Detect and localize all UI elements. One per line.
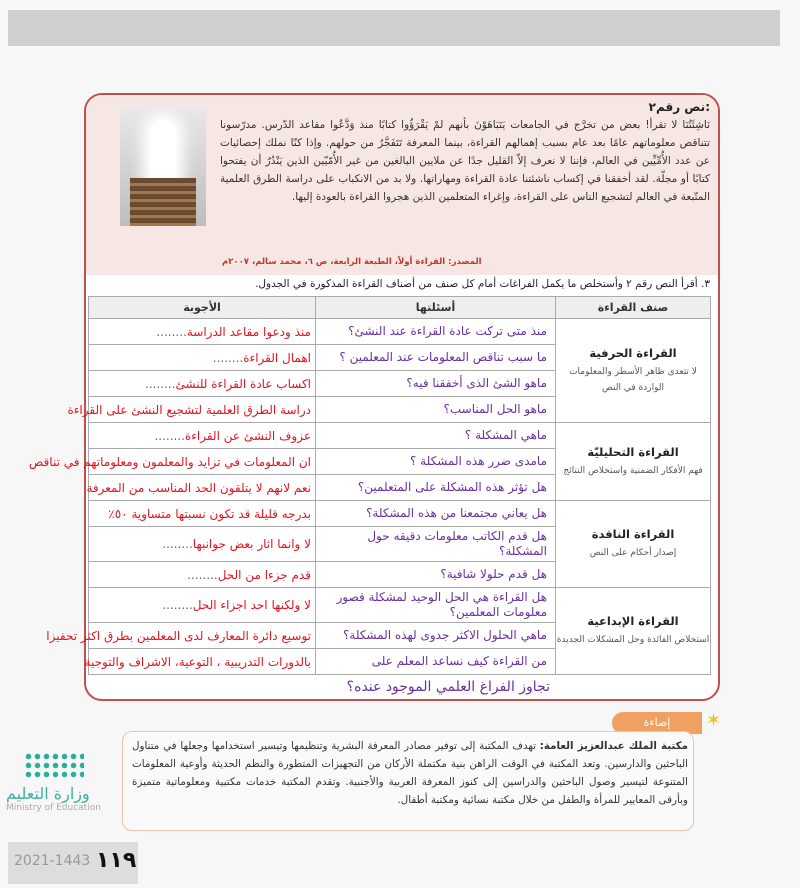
ministry-name-ar: وزارة التعليم [6,784,90,803]
addition-tag: إضاءة [612,712,702,734]
answer-cell[interactable] [89,319,316,345]
question-text: منذ متى تركت عادة القراءة عند النشئ؟ [348,324,547,338]
question-cell [316,623,556,649]
question-text: ماهي المشكلة ؟ [464,428,547,442]
logo-dots-icon [24,752,84,780]
answer-cell[interactable] [46,623,316,649]
category-desc: إصدار أحكام على النص [589,548,677,558]
answer-dots: ........ [154,428,185,443]
answer-cell[interactable] [84,649,316,675]
table-section [28,296,710,695]
answer-cell[interactable] [89,527,316,562]
reading-table [28,296,711,675]
addition-body: تهدف المكتبة إلى توفير مصادر المعرفة البشرية وتنظيمها وتيسير استخدامها وجعلها في متناول الباحثين والدارسين. وتعد المكتبة في الوقت الراهن بنية مكتملة الأركان من التجهيزات المتطورة والنظم الحديثة وأوعية المعلومات المتنوعة لتيسير وصول الباحثين والدراسين إلى كنوز المعرفة العربية والأجنبية. وتقدم المكتبة خدمات مكتبية ومعلوماتية متميزة وبأرقى المعايير للمرأة والطفل من خلال مكتبة نسائية ومكتبة أطفال. [132,740,688,806]
instruction: ٣. أقرأ النص رقم ٢ وأستخلص ما يكمل الفراغات أمام كل صنف من أصناف القراءة المذكورة في الجدول. [255,278,710,290]
answer-dots: ........ [187,567,218,582]
star-icon: ✶ [706,710,722,731]
category-name: القراءة الإبداعية [587,614,679,628]
category-name: القراءة الناقدة [591,527,675,541]
reading-category [556,501,711,588]
ministry-name-en: Ministry of Education [6,803,101,813]
category-name: القراءة التحليليّة [587,444,679,459]
answer-cell[interactable] [89,562,316,588]
table-row [89,588,711,623]
question-text: مامدى ضرر هذه المشكلة ؟ [409,454,547,468]
addition-text [132,737,688,809]
table-row [89,319,711,345]
answer-text: لا وانما اثار بعض جوانبها [192,537,311,551]
answer-cell[interactable] [89,371,316,397]
top-bar [8,10,780,46]
category-desc: فهم الأفكار الضمنية واستخلاص النتائج [563,465,703,476]
answer-cell[interactable] [67,397,316,423]
reading-category [556,423,711,501]
question-text: ما سبب تناقص المعلومات عند المعلمين ؟ [339,350,547,364]
category-name: القراءة الحرفية [589,345,677,360]
answer-dots: ........ [162,598,193,612]
answer-text: لا ولكنها احد اجزاء الحل [192,598,311,612]
edition-year: 2021-1443 [14,853,91,869]
question-text: من القراءة كيف نساعد المعلم على [371,654,547,668]
question-cell [316,449,556,475]
header-category: صنف القراءة [556,297,711,319]
answer-text: بدرجه قليلة قد تكون نسبتها متساوية ٥٠٪ [108,506,311,521]
table-row [89,501,711,527]
ministry-logo [6,752,116,813]
question-cell [316,475,556,501]
question-text: هل القراءة هي الحل الوحيد لمشكلة قصور معلومات المعلمين؟ [336,590,547,619]
answer-text: قدم جزءا من الحل [217,567,311,582]
header-questions: أسئلتها [316,297,556,319]
answer-text: اهمال القراءة [243,350,311,365]
question-cell [316,371,556,397]
question-cell [316,501,556,527]
reading-category [556,319,711,423]
answer-cell[interactable] [89,588,316,623]
question-text: هل تؤثر هذه المشكلة على المتعلمين؟ [357,480,547,494]
text-source: المصدر: القراءة أولاً، الطبعة الرابعة، ص ٦، محمد سالم، ٢٠٠٧م [222,257,482,267]
question-cell [316,562,556,588]
question-cell [316,527,556,562]
answer-dots: ........ [162,537,193,551]
answer-dots: ........ [144,376,176,391]
answer-cell[interactable] [86,475,316,501]
answer-text: بالدورات التدريبية ، التوعية، الاشراف والتوجية [84,654,311,669]
question-text: هل قدم حلولا شافية؟ [440,567,547,581]
text-body: نَاشِئَتُنَا لا تقرأ! بعض من تخرَّج في الجامعات يَتَبَاهَوْنَ بأنهم لمْ يَقْرَؤُوا كتابًا منذ وَدَّعُوا مقاعد الدّرس. مدرّسونا تتناقص معلوماتهم عامًا بعد عام بسبب إهمالهم القراءة، بينما المعرفة تَتَفَجَّرُ من حولهم. وإذا كنّا نملك إحصائيات عن عدد الأُمِّيِّين في العالم، فإننا لا نعرف إلاّ القليل جدًا عن ملايين البالغين من غير الأُمّيّين الذين يَنْدُرُ أن يفتحوا كتابًا أو مجلّة. لقد أخفقنا في إكساب ناشئتنا عادة القراءة ومهاراتها. ولا بد من الانكباب على دراسة الطرق العلمية المتّبعة في العالم لتشجيع الناس على القراءة، وإغراء المتعلمين الذين هجروا القراءة بالعودة إليها. [220,119,710,203]
answer-text: دراسة الطرق العلمية لتشجيع النشئ على القراءة [67,402,311,417]
question-cell [316,649,556,675]
question-text: ماهي الحلول الاكثر جدوى لهذه المشكلة؟ [343,628,547,642]
answer-text: ان المعلومات في تزايد والمعلمون ومعلوماتهم في تناقص [28,454,311,469]
text-title: نص رقم٢: [648,100,710,114]
question-continuation: تجاوز الفراغ العلمي الموجود عنده؟ [346,679,550,695]
answer-cell[interactable] [89,345,316,371]
question-text: هل يعاني مجتمعنا من هذه المشكلة؟ [366,506,547,520]
answer-cell[interactable] [28,449,316,475]
category-desc: استخلاص الفائدة وحل المشكلات الجديدة [556,635,710,645]
header-answers: الأجوبة [89,297,316,319]
reading-category [556,588,711,675]
answer-text: نعم لانهم لا يتلقون الحد المناسب من المعرفة [86,480,311,495]
table-row [89,423,711,449]
question-text: ماهو الحل المناسب؟ [443,402,547,416]
answer-text: عزوف النشئ عن القراءة [184,428,311,443]
question-cell [316,319,556,345]
answer-text: اكساب عادة القراءة للنشئ [175,376,311,391]
keyhole-books-image [120,108,206,226]
category-desc: لا تتعدى ظاهر الأسطر والمعلومات الواردة في النص [569,366,697,393]
answer-dots: ........ [156,324,187,339]
question-cell [316,345,556,371]
answer-text: منذ ودعوا مقاعد الدراسة [186,324,311,339]
question-cell [316,588,556,623]
question-text: هل قدم الكاتب معلومات دقيقه حول المشكلة؟ [367,529,547,558]
answer-cell[interactable] [89,501,316,527]
answer-dots: ........ [212,350,244,365]
addition-lead: مكتبة الملك عبدالعزيز العامة: [539,740,688,752]
answer-cell[interactable] [89,423,316,449]
question-cell [316,423,556,449]
answer-text: توسيع دائرة المعارف لدى المعلمين بطرق اكثر تحفيزا [46,628,311,643]
page-number: ١١٩ [96,848,137,873]
question-cell [316,397,556,423]
question-text: ماهو الشئ الذى أخفقنا فيه؟ [406,376,547,390]
